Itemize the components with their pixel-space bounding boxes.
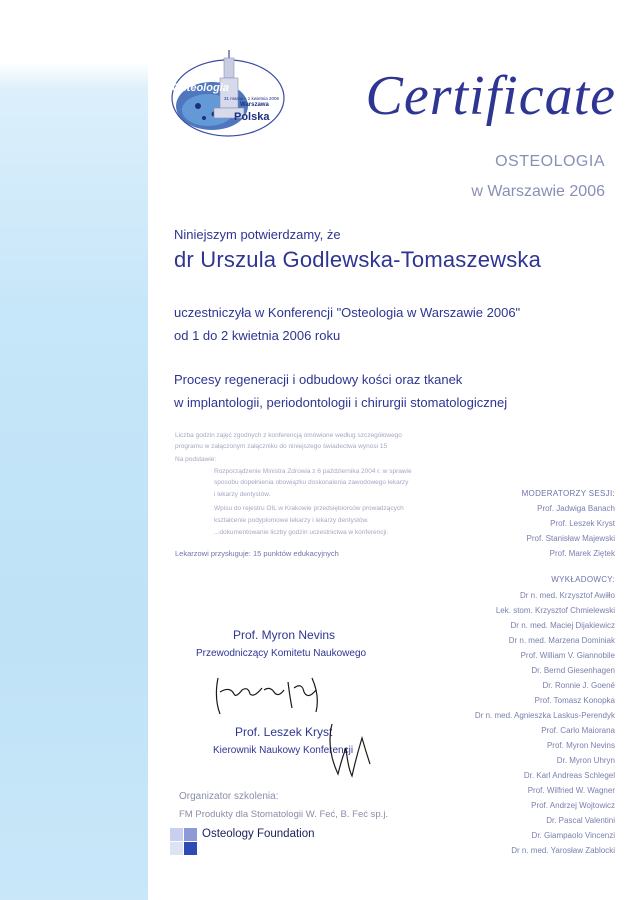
logo-country: Polska — [234, 111, 270, 123]
lecturer-name: Dr. Bernd Giesenhagen — [531, 666, 615, 675]
lecturer-name: Prof. Andrzej Wojtowicz — [531, 801, 615, 810]
recipient-name: dr Urszula Godlewska-Tomaszewska — [174, 247, 542, 272]
signatory-1-role: Przewodniczący Komitetu Naukowego — [196, 648, 367, 659]
lecturer-name: Dr n. med. Marzena Dominiak — [508, 636, 615, 645]
conference-dates: od 1 do 2 kwietnia 2006 roku — [174, 328, 341, 343]
fine-print-line: Rozporządzenie Ministra Zdrowia z 6 października 2004 r. w sprawie — [214, 468, 412, 475]
fine-print-line: Na podstawie: — [175, 456, 217, 463]
osteologia-logo — [168, 40, 288, 140]
fine-print-line: kształcenie podyplomowe lekarzy i lekarzy dentystów. — [214, 517, 369, 524]
lecturer-name: Prof. Wilfried W. Wagner — [527, 786, 615, 795]
event-name: OSTEOLOGIA — [495, 153, 605, 170]
signature-2-image — [318, 718, 378, 780]
lecturer-name: Dr n. med. Agnieszka Laskus-Perendyk — [474, 711, 615, 720]
event-place: w Warszawie 2006 — [471, 183, 605, 200]
lecturer-name: Dr n. med. Yarosław Zablocki — [511, 846, 615, 855]
lecturer-name: Prof. Tomasz Konopka — [534, 696, 615, 705]
education-points: Lekarzowi przysługuje: 15 punktów edukacyjnych — [175, 549, 339, 558]
topic-line-1: Procesy regeneracji i odbudowy kości oraz tkanek — [174, 372, 463, 387]
moderator-name: Prof. Jadwiga Banach — [537, 504, 615, 513]
lecturer-name: Dr n. med. Maciej Dijakiewicz — [510, 621, 615, 630]
lecturer-name: Dr. Ronnie J. Goené — [542, 681, 615, 690]
topic-line-2: w implantologii, periodontologii i chirurgii stomatologicznej — [174, 395, 508, 410]
moderator-name: Prof. Stanisław Majewski — [526, 534, 615, 543]
fine-print-line: ...dokumentowanie liczby godzin uczestnictwa w konferencji. — [214, 529, 389, 536]
decorative-side-band — [0, 0, 148, 900]
intro-text: Niniejszym potwierdzamy, że — [174, 227, 341, 242]
organizer-name: FM Produkty dla Stomatologii W. Feć, B. Feć sp.j. — [179, 809, 389, 820]
participation-text: uczestniczyła w Konferencji "Osteologia w Warszawie 2006" — [174, 305, 521, 320]
lecturer-name: Prof. William V. Giannobile — [520, 651, 615, 660]
certificate-title: Certificate — [365, 65, 616, 127]
moderators-heading: MODERATORZY SESJI: — [521, 489, 615, 498]
moderator-name: Prof. Marek Ziętek — [549, 549, 615, 558]
signature-1-image — [212, 668, 327, 718]
fine-print-line: Liczba godzin zajęć zgodnych z konferencją omówione według szczegółowego — [175, 432, 402, 439]
osteology-foundation-name: Osteology Foundation — [202, 828, 315, 840]
logo-brand: Osteologia — [172, 82, 229, 94]
fine-print-line: i lekarzy dentystów. — [214, 491, 271, 498]
moderator-name: Prof. Leszek Kryst — [550, 519, 615, 528]
lecturer-name: Dr. Karl Andreas Schlegel — [523, 771, 615, 780]
lecturer-name: Prof. Myron Nevins — [546, 741, 615, 750]
lecturer-name: Dr n. med. Krzysztof Awiłło — [520, 591, 615, 600]
logo-dates: 31 marca – 1 kwietnia 2006 — [224, 96, 280, 101]
fine-print-line: programu w załączonym załączniku do niniejszego świadectwa wynosi 15 — [175, 443, 388, 450]
signatory-2-role: Kierownik Naukowy Konferencji — [213, 745, 354, 756]
lecturer-name: Prof. Carlo Maiorana — [541, 726, 615, 735]
fine-print-line: Wpisu do rejestru OIL w Krakowie przedsiębiorców prowadzących — [214, 505, 404, 512]
logo-city: Warszawa — [240, 102, 269, 108]
fine-print-line: sposobu dopełnienia obowiązku doskonalenia zawodowego lekarzy — [214, 479, 409, 486]
lecturer-name: Dr. Myron Uhryn — [556, 756, 615, 765]
signatory-2-name: Prof. Leszek Kryst — [235, 725, 333, 739]
lecturer-name: Lek. stom. Krzysztof Chmielewski — [495, 606, 615, 615]
lecturers-heading: WYKŁADOWCY: — [551, 575, 615, 584]
lecturer-name: Dr. Giampaolo Vincenzi — [531, 831, 615, 840]
signatory-1-name: Prof. Myron Nevins — [233, 628, 336, 642]
organizer-label: Organizator szkolenia: — [179, 791, 279, 802]
lecturer-name: Dr. Pascal Valentini — [546, 816, 615, 825]
